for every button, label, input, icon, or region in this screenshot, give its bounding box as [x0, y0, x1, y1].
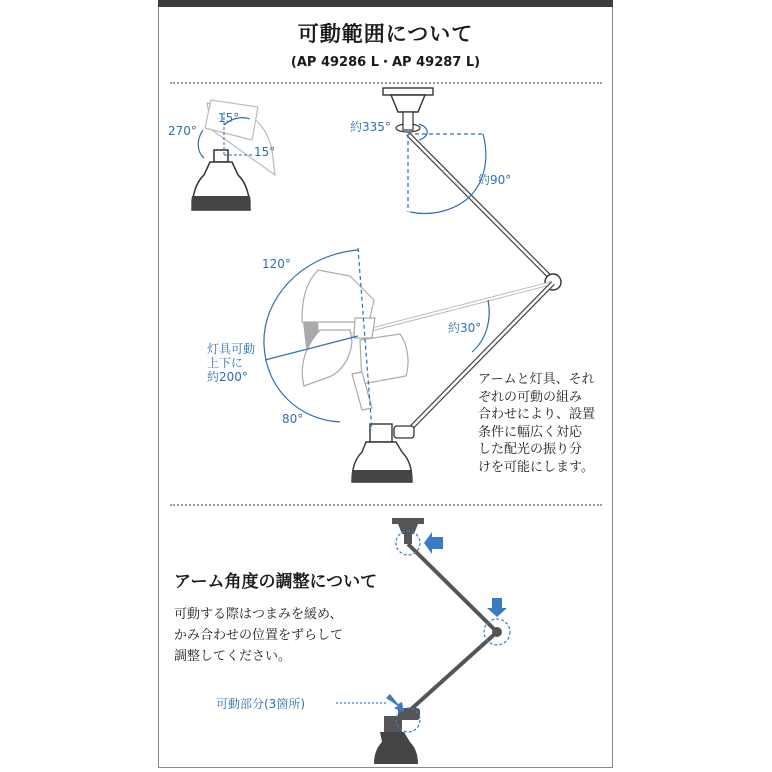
label-270: 270° [168, 124, 197, 138]
label-120: 120° [262, 257, 291, 271]
adjustment-illustration [336, 518, 510, 764]
label-15-right: 15° [254, 145, 276, 159]
page-subtitle: (AP 49286 L・AP 49287 L) [290, 55, 481, 70]
label-15-top: 15° [218, 111, 240, 125]
adjust-title: アーム角度の調整について [174, 572, 378, 592]
label-30: 約30° [448, 321, 482, 335]
label-335: 約335° [350, 120, 391, 134]
parts-label: 可動部分(3箇所) [216, 697, 305, 711]
label-lamp-move: 灯具可動 上下に 約200° [207, 342, 256, 384]
page-title: 可動範囲について [297, 22, 474, 46]
adjust-text: 可動する際はつまみを緩め、 かみ合わせの位置をずらして 調整してください。 [174, 607, 344, 664]
label-90: 約90° [478, 173, 512, 187]
description-text: アームと灯具、それ ぞれの可動の組み 合わせにより、設置 条件に幅広く対応 した配光の振り分 けを可能にします。 [478, 372, 596, 475]
label-80: 80° [282, 412, 304, 426]
